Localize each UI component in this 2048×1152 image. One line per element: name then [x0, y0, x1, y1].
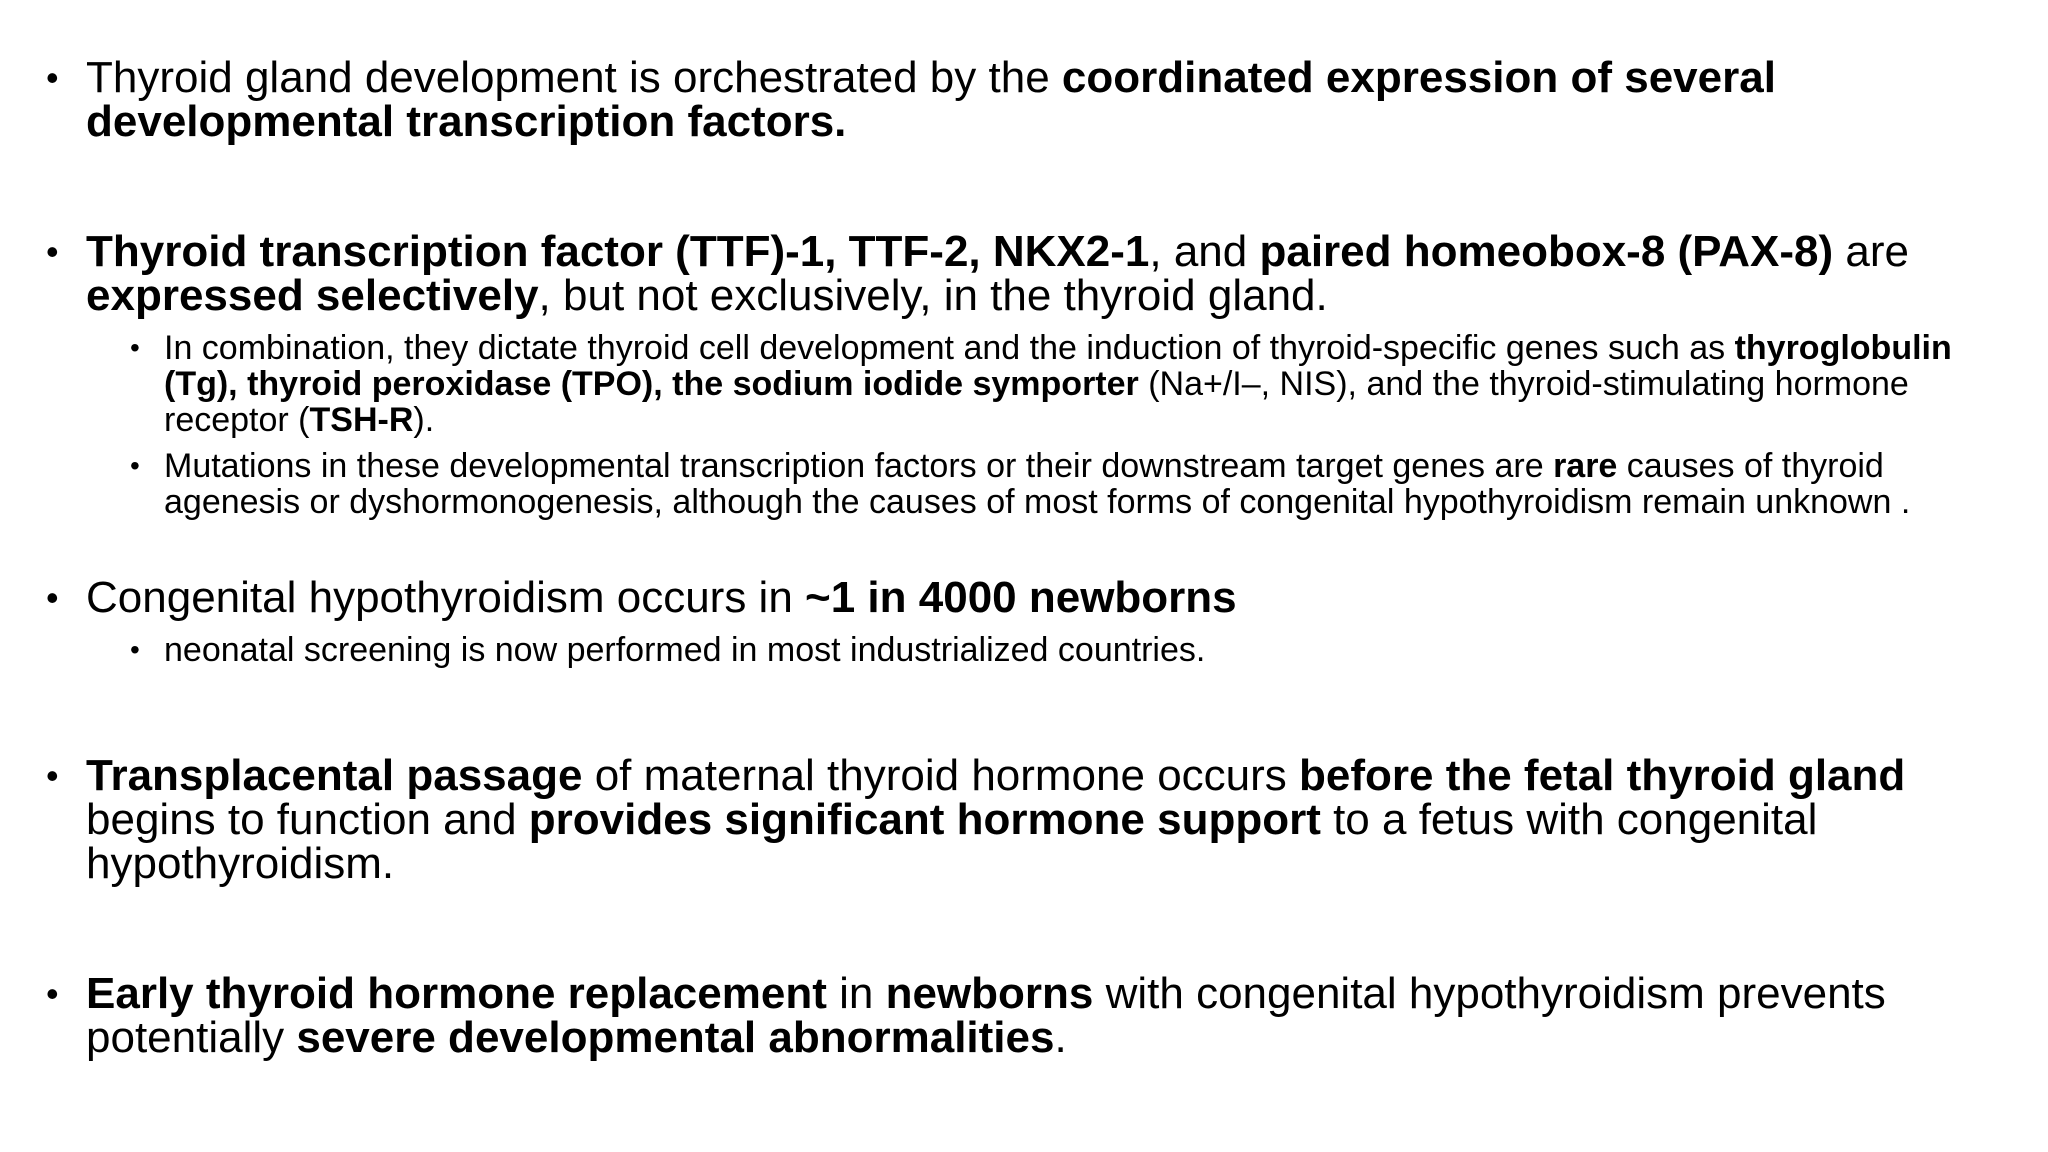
text: in: [826, 969, 886, 1018]
bullet-congenital-hypothyroidism: [86, 573, 2016, 622]
text: are: [1833, 227, 1909, 276]
bold-text: expressed selectively: [86, 271, 539, 320]
bold-text: Thyroid transcription factor (TTF)-1, TTF-2, NKX2-1: [86, 227, 1150, 276]
text: In combination, they dictate thyroid cell development and the induction of thyroid-specific genes such as: [164, 329, 1735, 367]
text: (Na+/I–, NIS), and the thyroid-stimulating hormone receptor (: [164, 365, 1909, 439]
bold-text: paired homeobox-8 (PAX-8): [1259, 227, 1834, 276]
bold-text: Early thyroid hormone replacement: [86, 969, 827, 1018]
bold-text: severe developmental abnormalities: [296, 1013, 1055, 1062]
text: causes of thyroid agenesis or dyshormonogenesis, although the causes of most forms of congenital hypothyroidism remain unknown .: [164, 447, 1911, 521]
text: , and: [1149, 227, 1260, 276]
text: of maternal thyroid hormone occurs: [582, 751, 1300, 800]
bold-text: Transplacental passage: [86, 751, 583, 800]
text: , but not exclusively, in the thyroid gland.: [538, 271, 1328, 320]
bold-text: ~1 in 4000 newborns: [805, 573, 1237, 622]
text: Thyroid gland development is orchestrated by the: [86, 53, 1062, 102]
bold-text: newborns: [885, 969, 1094, 1018]
sub-bullet-mutations: [164, 448, 2024, 520]
bold-text: TSH-R: [309, 401, 414, 439]
bullet-early-replacement: [86, 969, 2016, 1062]
text: .: [1054, 1013, 1067, 1062]
text: Mutations in these developmental transcription factors or their downstream target genes are: [164, 447, 1554, 485]
text: to a fetus with congenital hypothyroidism.: [86, 795, 1818, 888]
text: with congenital hypothyroidism prevents potentially: [86, 969, 1886, 1062]
bold-text: coordinated expression of several developmental transcription factors.: [86, 53, 1776, 146]
text: begins to function and: [86, 795, 529, 844]
bullet-development: [86, 53, 2016, 146]
bullet-transplacental-passage: [86, 751, 2016, 888]
bullet-transcription-factors: [86, 227, 2016, 320]
text: ).: [413, 401, 435, 439]
text: Congenital hypothyroidism occurs in: [86, 573, 806, 622]
bold-text: thyroglobulin (Tg), thyroid peroxidase (TPO), the sodium iodide symporter: [164, 329, 1952, 403]
sub-bullet-neonatal-screening: [164, 632, 2024, 668]
sub-bullet-combination: [164, 330, 2024, 438]
text: neonatal screening is now performed in most industrialized countries.: [164, 631, 1206, 669]
bold-text: before the fetal thyroid gland: [1299, 751, 1906, 800]
bold-text: provides significant hormone support: [528, 795, 1321, 844]
bold-text: rare: [1553, 447, 1618, 485]
